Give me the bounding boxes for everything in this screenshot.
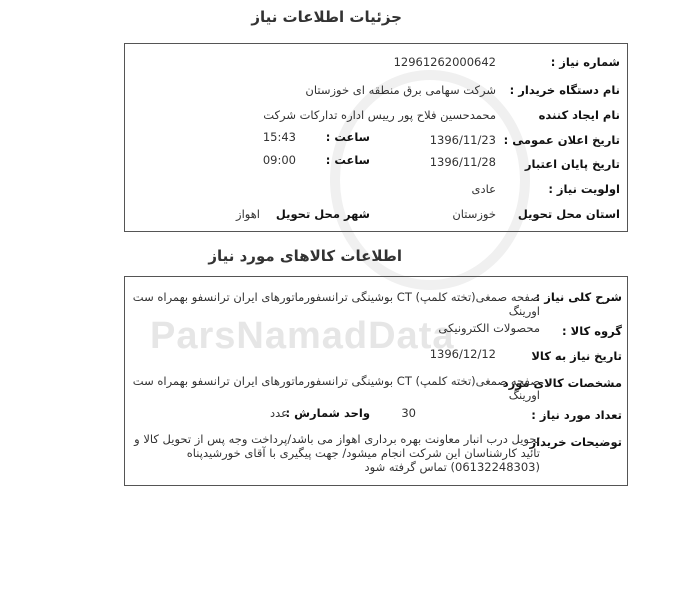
summary-label: شرح کلی نیاز : (535, 290, 622, 304)
need-number-label: شماره نیاز : (550, 55, 620, 69)
creator-value: محمدحسین فلاح پور رییس اداره تدارکات شرکت (263, 108, 496, 122)
need-number-value: 12961262000642 (393, 55, 496, 69)
priority-value: عادی (471, 182, 496, 196)
province-value: خوزستان (452, 207, 496, 221)
qty-label: تعداد مورد نیاز : (531, 408, 622, 422)
priority-label: اولویت نیاز : (548, 182, 620, 196)
summary-value: صفحه صمغی(تخته کلمپ) CT بوشینگی ترانسفورماتورهای ایران ترانسفو بهمراه ست اورینگ (132, 290, 540, 318)
buyer-value: شرکت سهامی برق منطقه ای خوزستان (305, 83, 496, 97)
announce-time-value: 15:43 (262, 130, 296, 144)
page-title: جزئیات اطلاعات نیاز (251, 8, 402, 26)
watermark-text: ParsNamadData (150, 315, 455, 357)
qty-value: 30 (401, 406, 416, 420)
goods-title: اطلاعات کالاهای مورد نیاز (208, 247, 402, 265)
buyer-notes-value: تحویل درب انبار معاونت بهره برداری اهواز می باشد/پرداخت وجه پس از تحویل کالا و تائید کارشناسان این شرکت انجام میشود/ جهت پیگیری با آقای خورشیدپناه (06132248303) تماس گرفته شود (134, 432, 540, 474)
need-number-row (551, 55, 620, 69)
deadline-time-value: 09:00 (262, 153, 296, 167)
city-label: شهر محل تحویل (275, 207, 370, 221)
unit-label: واحد شمارش : (285, 406, 370, 420)
announce-date-label: تاریخ اعلان عمومی : (503, 133, 620, 147)
buyer-notes-label: توضیحات خریدار (529, 435, 622, 449)
spec-value: صفحه صمغی(تخته کلمپ) CT بوشینگی ترانسفورماتورهای ایران ترانسفو بهمراه ست اورینگ (132, 374, 540, 402)
announce-time-label: ساعت : (325, 130, 370, 144)
group-label: گروه کالا : (562, 324, 622, 338)
province-label: استان محل تحویل (517, 207, 620, 221)
spec-label: مشخصات کالای مورد (502, 376, 622, 390)
group-value: محصولات الکترونیکی (438, 321, 540, 335)
unit-value: عدد (269, 406, 288, 420)
creator-label: نام ایجاد کننده (538, 108, 620, 122)
buyer-label: نام دستگاه خریدار : (509, 83, 620, 97)
deadline-time-label: ساعت : (325, 153, 370, 167)
need-date-label: تاریخ نیاز به کالا (531, 349, 622, 363)
announce-date-value: 1396/11/23 (429, 133, 496, 147)
city-value: اهواز (236, 207, 260, 221)
deadline-label: تاریخ پایان اعتبار (524, 157, 620, 171)
need-date-value: 1396/12/12 (429, 347, 496, 361)
deadline-date-value: 1396/11/28 (429, 155, 496, 169)
